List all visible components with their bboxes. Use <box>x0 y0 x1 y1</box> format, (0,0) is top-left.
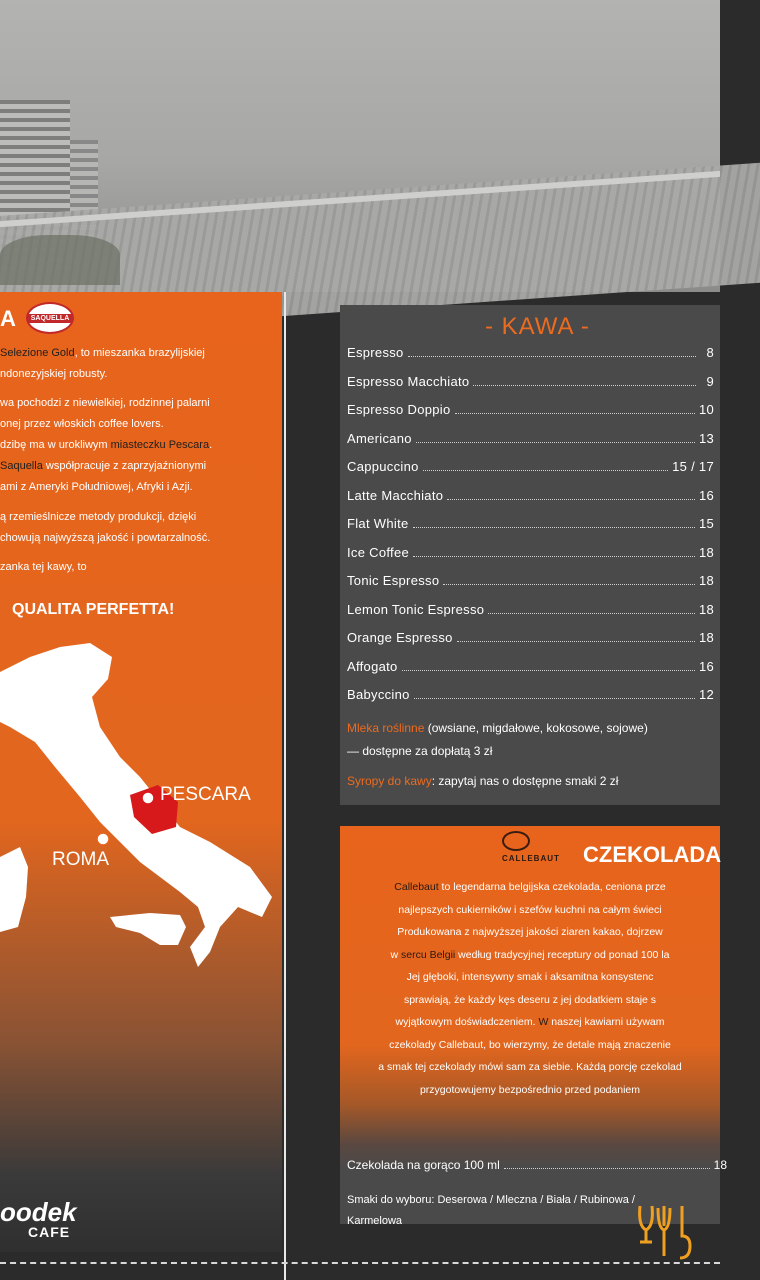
item-price: 18 <box>698 544 714 560</box>
cutlery-logo-icon <box>634 1196 694 1266</box>
item-name: Espresso Doppio <box>347 402 451 417</box>
item-name: Latte Macchiato <box>347 487 444 503</box>
cafe-logo: oodek <box>0 1197 77 1227</box>
menu-item <box>347 545 714 560</box>
paragraph: zanka tej kawy, to <box>0 561 87 573</box>
item-price: 16 <box>698 658 714 674</box>
item-name: Tonic Espresso <box>347 573 440 588</box>
dot-leader <box>413 556 695 557</box>
item-price: 18 <box>698 630 714 645</box>
dot-leader <box>457 641 695 642</box>
italy-map <box>0 627 282 987</box>
item-name: Affogato <box>347 658 398 674</box>
item-price: 9 <box>706 373 714 389</box>
menu-item <box>347 630 714 645</box>
dot-leader <box>447 499 695 500</box>
czekolada-panel <box>340 826 727 1227</box>
kawa-panel <box>340 305 720 805</box>
callebaut-logo-icon <box>502 831 530 851</box>
divider <box>284 292 286 1280</box>
item-name: Espresso <box>347 345 404 360</box>
item-name: Ice Coffee <box>347 544 410 560</box>
trees <box>0 235 120 285</box>
menu-item <box>347 687 714 702</box>
paragraph: ą rzemieślnicze metody produkcji, dzięki chowują najwyższą jakość i powtarzalność. <box>0 511 211 544</box>
menu-item <box>347 516 714 531</box>
saquella-panel <box>0 292 282 1252</box>
item-price: 12 <box>698 687 714 702</box>
item-name: Orange Espresso <box>347 630 453 645</box>
menu-item: Czekolada na gorąco 100 ml 18 <box>347 1158 727 1172</box>
czekolada-description: Callebaut to legendarna belgijska czekolada, ceniona prze najlepszych cukierników i szefów kuchni na całym świeci Produkowana z najwyższej jakości ziaren kakao, dojrzew w sercu Belgii według tradycyjnej receptury od ponad 100 la Jej głęboki, intensywny smak i aksamitna konsystenc sprawiają, że każdy kęs deseru z jej dodatkiem staje s wyjątkowym doświadczeniem. W naszej kawiarni używam czekolady Callebaut, bo wierzymy, że detale mają znaczenie a smak tej czekolady mówi sam za siebie. Każdą porcję czekolad przygotowujemy bezpośrednio przed podaniem <box>378 881 682 1096</box>
dot-leader <box>416 442 695 443</box>
item-price: 18 <box>698 601 714 617</box>
dot-leader <box>473 385 696 386</box>
callebaut-brand: CALLEBAUT <box>502 854 560 863</box>
dot-leader <box>414 698 695 699</box>
menu-item <box>347 659 714 674</box>
paragraph: wa pochodzi z niewielkiej, rodzinnej palarni onej przez włoskich coffee lovers. dzibę ma w urokliwym miasteczku Pescara. Saquella współpracuje z zaprzyjaźnionymi ami z Ameryki Południowej, Afryki i Azji. <box>0 397 213 493</box>
item-name: Flat White <box>347 516 409 531</box>
dot-leader <box>443 584 695 585</box>
dot-leader <box>488 613 695 614</box>
sicily <box>110 913 186 945</box>
dot-leader <box>402 670 695 671</box>
hero-photo <box>0 0 720 292</box>
item-name: Americano <box>347 430 412 446</box>
dot-leader <box>408 356 696 357</box>
menu-item <box>347 573 714 588</box>
czekolada-title: CZEKOLADA <box>583 842 722 867</box>
item-price: 15 <box>698 516 714 531</box>
item-price: 18 <box>698 573 714 588</box>
cafe-logo-sub: CAFE <box>28 1224 71 1240</box>
dot-leader <box>455 413 695 414</box>
item-name: Lemon Tonic Espresso <box>347 601 485 617</box>
pescara-marker <box>142 792 154 804</box>
item-name: Cappuccino <box>347 459 419 474</box>
dot-leader <box>504 1168 710 1169</box>
item-price: 10 <box>698 402 714 417</box>
menu-item <box>347 374 714 389</box>
item-price: 15 / 17 <box>672 459 714 474</box>
item-price: 13 <box>698 430 714 446</box>
item-name: Babyccino <box>347 687 410 702</box>
menu-item <box>347 459 714 474</box>
flavors: Smaki do wyboru: Deserowa / Mleczna / Biała / Rubinowa / Karmelowa <box>347 1194 635 1227</box>
saquella-logo: SAQUELLA <box>26 302 74 334</box>
roma-marker <box>97 833 109 845</box>
menu-item <box>347 488 714 503</box>
dot-leader <box>413 527 695 528</box>
milk-note: Mleka roślinne (owsiane, migdałowe, kokosowe, sojowe) — dostępne za dopłatą 3 zł <box>347 721 648 758</box>
kawa-title: - KAWA - <box>485 313 590 340</box>
menu-item <box>347 402 714 417</box>
paragraph: Selezione Gold, to mieszanka brazylijskiej ndonezyjskiej robusty. <box>0 347 205 380</box>
menu-item <box>347 345 714 360</box>
menu-item <box>347 431 714 446</box>
tagline: QUALITA PERFETTA! <box>12 601 175 618</box>
item-name: Espresso Macchiato <box>347 373 470 389</box>
item-price: 8 <box>706 345 714 360</box>
panel-heading: A <box>0 306 16 331</box>
pescara-label: PESCARA <box>160 784 251 805</box>
dot-leader <box>423 470 668 471</box>
menu-item <box>347 602 714 617</box>
item-price: 16 <box>698 487 714 503</box>
dashed-border <box>0 1262 720 1264</box>
roma-label: ROMA <box>52 849 109 870</box>
syrup-note: Syropy do kawy: zapytaj nas o dostępne smaki 2 zł <box>347 774 619 788</box>
sardinia <box>0 847 28 932</box>
